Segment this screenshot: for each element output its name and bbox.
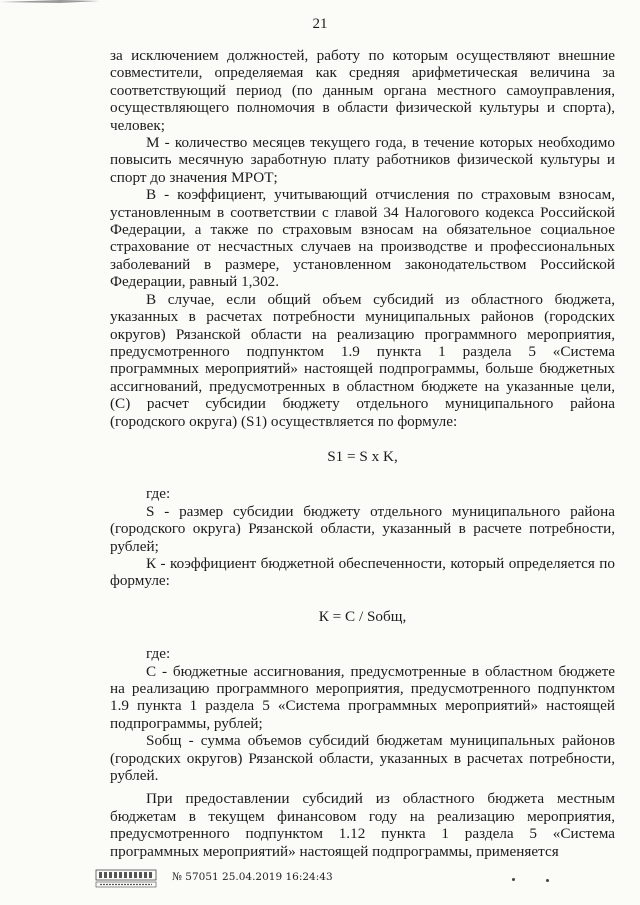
- scan-speck: [512, 878, 515, 881]
- registration-stamp-text: № 57051 25.04.2019 16:24:43: [172, 871, 333, 883]
- paragraph-c-definition: С - бюджетные ассигнования, предусмотренные в областном бюджете на реализацию программного мероприятия, предусмотренного подпунктом 1.9 пункта 1 раздела 5 «Система программных мероприятий» настоящей подпрограммы, рублей;: [110, 662, 615, 732]
- formula-k: К = С / Sобщ,: [318, 607, 407, 625]
- scan-edge-mark: [0, 0, 100, 10]
- paragraph-sobsh-definition: Sобщ - сумма объемов субсидий бюджетам муниципальных районов (городских округов) Рязанской области, указанных в расчетах потребности, рублей.: [110, 732, 615, 785]
- paragraph-s-definition: S - размер субсидии бюджету отдельного муниципального района (городского округа) Рязанской области, указанный в расчете потребности, рублей;: [110, 502, 615, 555]
- paragraph-k-definition: К - коэффициент бюджетной обеспеченности, который определяется по формуле:: [110, 554, 615, 590]
- paragraph-subsidy-provision: При предоставлении субсидий из областного бюджета местным бюджетам в текущем финансовом году на реализацию мероприятия, предусмотренного подпунктом 1.12 пункта 1 раздела 5 «Система программных мероприятий» настоящей подпрограммы, применяется: [110, 790, 615, 860]
- where-label: где:: [146, 485, 171, 503]
- formula-s1: S1 = S x K,: [327, 447, 398, 465]
- paragraph-m-definition: М - количество месяцев текущего года, в течение которых необходимо повысить месячную заработную плату работников физической культуры и спорт до значения МРОТ;: [110, 134, 615, 186]
- registry-logo-icon: [94, 868, 158, 890]
- paragraph-b-definition: В - коэффициент, учитывающий отчисления по страховым взносам, установленным в соответствии с главой 34 Налогового кодекса Российской Федерации, а также по страховым взносам на обязательное социальное страхование от несчастных случаев на производстве и профессиональных заболеваний в размере, установленном законодательством Российской Федерации, равный 1,302.: [110, 186, 615, 291]
- document-body: [110, 47, 615, 860]
- scan-speck: [546, 879, 549, 882]
- document-footer: [94, 866, 634, 892]
- paragraph-continuation: за исключением должностей, работу по которым осуществляют внешние совместители, определяемая как средняя арифметическая величина за соответствующий период (по данным органа местного самоуправления, осуществляющего полномочия в области физической культуры и спорта), человек;: [110, 47, 615, 134]
- page-number: 21: [312, 16, 328, 32]
- where-label: где:: [146, 645, 171, 663]
- paragraph-subsidy-case: В случае, если общий объем субсидий из областного бюджета, указанных в расчетах потребности муниципальных районов (городских округов) Рязанской области на реализацию программного мероприятия, предусмотренного подпунктом 1.9 пункта 1 раздела 5 «Система программных мероприятий» настоящей подпрограммы, больше бюджетных ассигнований, предусмотренных в областном бюджете на указанные цели, (С) расчет субсидии бюджету отдельного муниципального района (городского округа) (S1) осуществляется по формуле:: [110, 290, 615, 430]
